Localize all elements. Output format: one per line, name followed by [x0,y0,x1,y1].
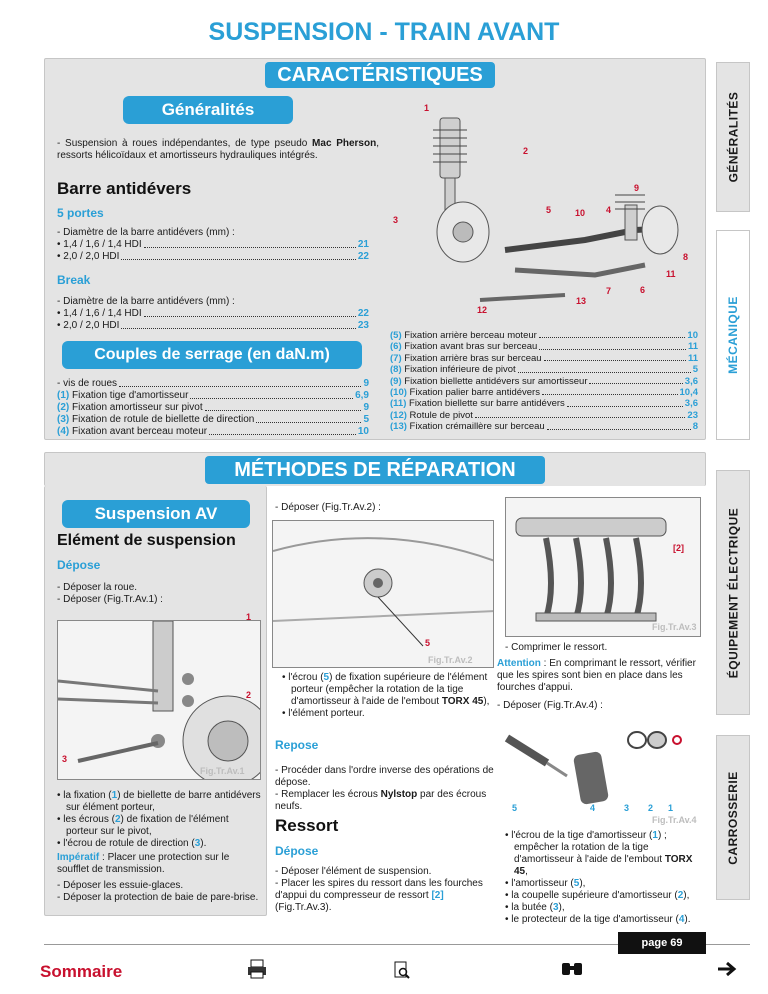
ressort-heading: Ressort [275,816,339,835]
diagram-label-12: 12 [477,305,488,315]
fig3-label-2: [2] [673,543,684,553]
fig4-label-3: 3 [624,803,630,813]
5-portes-heading: 5 portes [57,206,104,220]
diagram-label-13: 13 [576,296,587,306]
diagram-label-9: 9 [634,183,640,193]
figure-tr-av-2 [272,520,494,668]
fig4-intro: - Déposer (Fig.Tr.Av.4) : [497,700,603,711]
repose-heading: Repose [275,738,319,752]
suspension-av-banner: Suspension AV [62,500,250,528]
diagram-label-6: 6 [640,285,646,295]
figure-tr-av-3 [505,497,701,637]
tab-equipement-electrique[interactable]: ÉQUIPEMENT ÉLECTRIQUE [716,470,750,715]
barre-antidevers-heading: Barre antidévers [57,179,192,198]
fig4-label-1: 1 [668,803,674,813]
fig2-bullets: • l'écrou (5) de fixation supérieure de l'élément porteur (empêcher la rotation de la tige d'amortisseur à l'aide de l'embout TORX 45), • l'élément porteur. [282,672,490,719]
binoculars-icon[interactable] [560,960,584,978]
generalites-banner: Généralités [123,96,293,124]
couples-list-right: (5) Fixation arrière berceau moteur 10 (6) Fixation avant bras sur berceau 11 (7) Fixation arrière bras sur berceau 11 (8) Fixation inférieure de pivot 5 (9) Fixation biellette antidévers sur amortisseur 3,6 (10) Fixation palier barre antidévers 10,4 (11) Fixation biellette sur barre antidévers 3,6 (12) Rotule de pivot 23 (13) Fixation crémaillère sur berceau 8 [390,330,698,433]
figure-tr-av-4 [497,718,701,830]
diagram-label-2: 2 [523,146,529,156]
diagram-label-11: 11 [666,269,676,279]
fig2-intro: - Déposer (Fig.Tr.Av.2) : [275,502,381,513]
diagram-label-3: 3 [393,215,399,225]
depose-steps: - Déposer la roue. - Déposer (Fig.Tr.Av.1) : [57,582,163,605]
search-document-icon[interactable] [392,960,412,980]
sommaire-link[interactable]: Sommaire [40,962,123,981]
page-title: SUSPENSION - TRAIN AVANT [208,18,560,46]
comprimer-step: - Comprimer le ressort. [505,642,608,653]
fig4-label-2: 2 [648,803,654,813]
fig4-bullets: • l'écrou de la tige d'amortisseur (1) ; empêcher la rotation de la tige d'amortisseur à l'aide de l'embout TORX 45, • l'amortisseur (5), • la coupelle supérieure d'amortisseur (2), • la butée (3), • le protecteur de la tige d'amortisseur (4). [505,830,693,925]
couples-banner: Couples de serrage (en daN.m) [62,341,362,369]
fig1-caption: Fig.Tr.Av.1 [200,766,245,776]
generalites-text: - Suspension à roues indépendantes, de type pseudo Mac Pherson, ressorts hélicoïdaux et amortisseurs hydrauliques intégrés. [57,138,379,161]
fig4-label-5: 5 [512,803,518,813]
couples-list-left: - vis de roues 9 (1) Fixation tige d'amortisseur 6,9 (2) Fixation amortisseur sur pivot 9 (3) Fixation de rotule de biellette de direction 5 (4) Fixation avant berceau moteur 10 [57,378,369,437]
print-icon[interactable] [246,958,268,980]
figure-tr-av-1 [57,620,261,780]
fig1-label-1: 1 [246,612,252,622]
diagram-label-10: 10 [575,208,586,218]
5-portes-specs: - Diamètre de la barre antidévers (mm) : • 1,4 / 1,6 / 1,4 HDI 21 • 2,0 / 2,0 HDI 22 [57,227,369,262]
methodes-banner: MÉTHODES DE RÉPARATION [205,456,545,484]
fig4-label-4: 4 [590,803,596,813]
diagram-label-4: 4 [606,205,612,215]
diagram-label-8: 8 [683,252,689,262]
attention-note: Attention : En comprimant le ressort, vérifier que les spires sont bien en place dans les fourches d'appui. [497,658,696,693]
suspension-diagram [385,100,703,320]
tab-generalites[interactable]: GÉNÉRALITÉS [716,62,750,212]
fig4-caption: Fig.Tr.Av.4 [652,815,697,825]
depose-heading: Dépose [57,558,101,572]
diagram-label-1: 1 [424,103,430,113]
break-specs: - Diamètre de la barre antidévers (mm) : • 1,4 / 1,6 / 1,4 HDI 22 • 2,0 / 2,0 HDI 23 [57,296,369,331]
fig1-bullets: • la fixation (1) de biellette de barre antidévers sur élément porteur, • les écrous (2) de fixation de l'élément porteur sur le pivot, • l'écrou de rotule de direction (3). [57,790,261,849]
fig2-label-5: 5 [425,638,431,648]
diagram-label-7: 7 [606,286,612,296]
repose-steps: - Procéder dans l'ordre inverse des opérations de dépose. - Remplacer les écrous Nylstop par des écrous neufs. [275,765,494,812]
fig1-label-2: 2 [246,690,252,700]
break-heading: Break [57,273,91,287]
caracteristiques-banner: CARACTÉRISTIQUES [265,62,495,88]
tab-carrosserie[interactable]: CARROSSERIE [716,735,750,900]
fig2-caption: Fig.Tr.Av.2 [428,655,473,665]
imperatif-note: Impératif : Placer une protection sur le soufflet de transmission. [57,852,230,875]
ressort-depose-heading: Dépose [275,844,319,858]
fig3-caption: Fig.Tr.Av.3 [652,622,697,632]
page-number: page 69 [618,932,706,954]
tab-mecanique[interactable]: MÉCANIQUE [716,230,750,440]
fig1-label-3: 3 [62,754,68,764]
left-end-steps: - Déposer les essuie-glaces. - Déposer la protection de baie de pare-brise. [57,880,259,903]
diagram-label-5: 5 [546,205,552,215]
ressort-steps: - Déposer l'élément de suspension. - Placer les spires du ressort dans les fourches d'appui du compresseur de ressort [2] (Fig.Tr.Av.3). [275,866,483,913]
element-suspension-heading: Elément de suspension [57,532,236,549]
next-page-arrow-icon[interactable] [716,960,738,978]
